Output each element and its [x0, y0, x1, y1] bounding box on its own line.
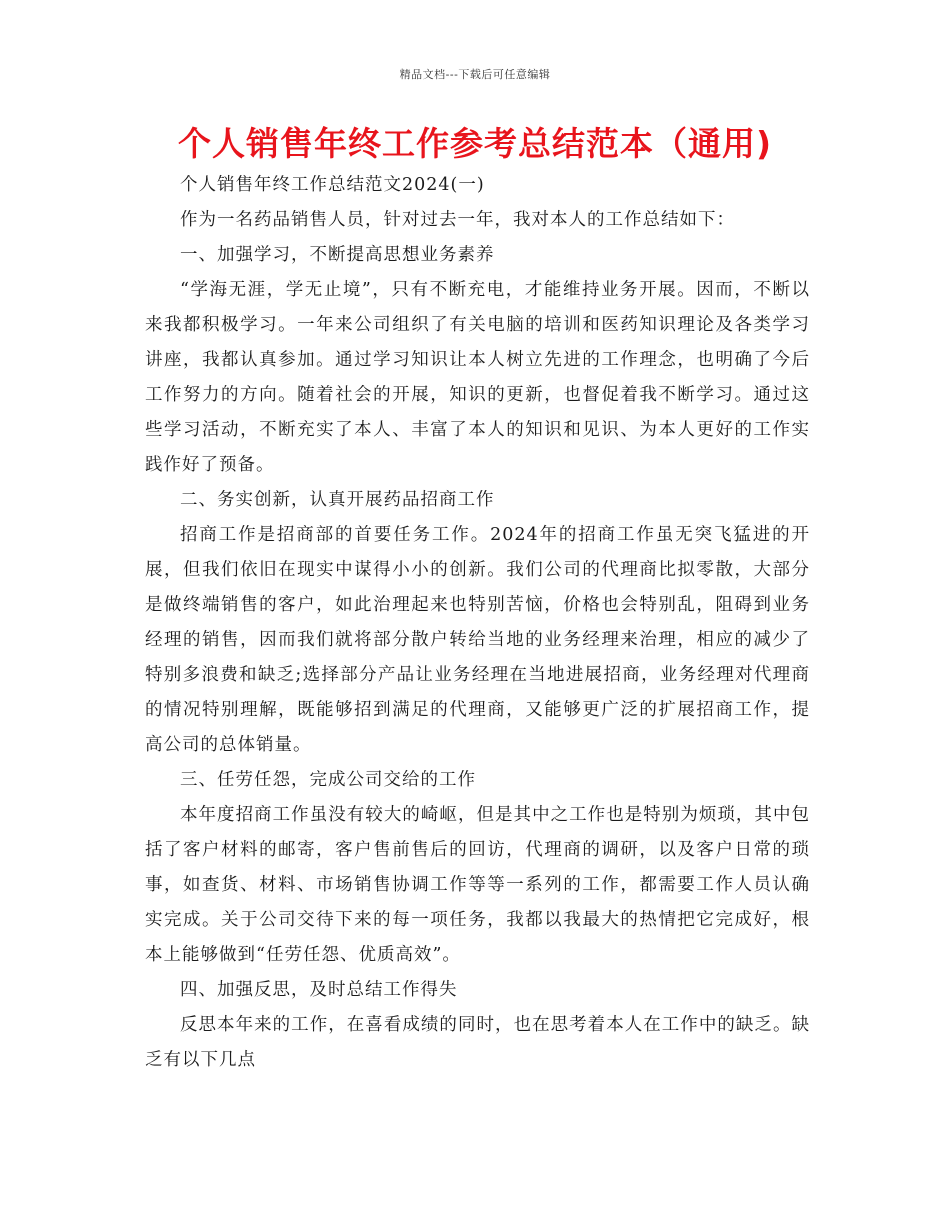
section-body-4: 反思本年来的工作，在喜看成绩的同时，也在思考着本人在工作中的缺乏。缺乏有以下几点	[145, 1015, 810, 1070]
intro-paragraph: 作为一名药品销售人员，针对过去一年，我对本人的工作总结如下：	[180, 210, 735, 230]
section-heading-2: 二、务实创新，认真开展药品招商工作	[180, 490, 495, 510]
section-body-3: 本年度招商工作虽没有较大的崎岖，但是其中之工作也是特别为烦琐，其中包括了客户材料的邮寄，客户售前售后的回访，代理商的调研，以及客户日常的琐事，如查货、材料、市场销售协调工作等等一系列的工作，都需要工作人员认确实完成。关于公司交待下来的每一项任务，我都以我最大的热情把它完成好，根本上能够做到“任劳任怨、优质高效”。	[145, 805, 810, 965]
document-body	[145, 168, 810, 1078]
section-body-2: 招商工作是招商部的首要任务工作。2024年的招商工作虽无突飞猛进的开展，但我们依旧在现实中谋得小小的创新。我们公司的代理商比拟零散，大部分是做终端销售的客户，如此治理起来也特别苦恼，价格也会特别乱，阻碍到业务经理的销售，因而我们就将部分散户转给当地的业务经理来治理，相应的减少了特别多浪费和缺乏;选择部分产品让业务经理在当地进展招商，业务经理对代理商的情况特别理解，既能够招到满足的代理商，又能够更广泛的扩展招商工作，提高公司的总体销量。	[145, 525, 810, 755]
section-heading-3: 三、任劳任怨，完成公司交给的工作	[180, 770, 476, 790]
header-note: 精品文档---下载后可任意编辑	[399, 68, 551, 81]
section-body-1: “学海无涯，学无止境”，只有不断充电，才能维持业务开展。因而，不断以来我都积极学习。一年来公司组织了有关电脑的培训和医药知识理论及各类学习讲座，我都认真参加。通过学习知识让本人树立先进的工作理念，也明确了今后工作努力的方向。随着社会的开展，知识的更新，也督促着我不断学习。通过这些学习活动，不断充实了本人、丰富了本人的知识和见识、为本人更好的工作实践作好了预备。	[145, 280, 810, 475]
subtitle-paragraph: 个人销售年终工作总结范文2024(一)	[180, 175, 485, 195]
document-title: 个人销售年终工作参考总结范本（通用)	[177, 124, 773, 163]
section-heading-1: 一、加强学习，不断提高思想业务素养	[180, 245, 495, 265]
section-heading-4: 四、加强反思，及时总结工作得失	[180, 980, 458, 1000]
